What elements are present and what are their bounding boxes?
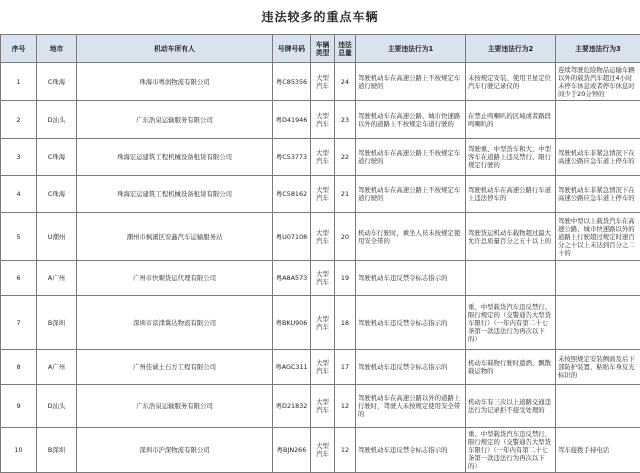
- cell-violation-2: 驾驶重、中型货车和大、中型客车在道路上违反禁行、限行规定行驶的: [466, 139, 556, 176]
- key-vehicles-table: [0, 34, 640, 473]
- cell-city: A广州: [37, 261, 77, 296]
- table-row: [1, 296, 640, 350]
- cell-index: 3: [1, 139, 37, 176]
- table-row: [1, 350, 640, 385]
- cell-vehicle-type: 大型汽车: [311, 139, 335, 176]
- header-owner: 机动车所有人: [77, 35, 273, 63]
- cell-violation-2: 驾驶货运机动车载物超过最大允许总质量百分之五十以上的: [466, 213, 556, 261]
- header-violation-1: 主要违法行为1: [356, 35, 466, 63]
- cell-violation-3: 驾驶中型以上载货汽车在高速公路、城市快速路以外的道路上行驶超过规定时速百分之十以上未达到百分之二十的: [556, 213, 640, 261]
- cell-index: 8: [1, 350, 37, 385]
- cell-violation-2: 重、中型载货汽车违反禁行、限行规定的（交警通告大型货车限行）（一年内有第二十七条第一款违法行为再次以下的）: [466, 296, 556, 350]
- cell-total: 21: [335, 176, 356, 213]
- cell-vehicle-type: 大型汽车: [311, 350, 335, 385]
- cell-plate: 粤AGC311: [273, 350, 311, 385]
- cell-city: C珠海: [37, 63, 77, 101]
- header-violation-3: 主要违法行为3: [556, 35, 640, 63]
- cell-violation-1: 驾驶机动车在高速公路、城市快速路以外的道路上不按规定车道行驶的: [356, 101, 466, 139]
- cell-plate: 粤BKU906: [273, 296, 311, 350]
- cell-violation-3: [556, 296, 640, 350]
- table-row: [1, 261, 640, 296]
- cell-vehicle-type: 大型汽车: [311, 428, 335, 473]
- cell-total: 12: [335, 385, 356, 428]
- header-city: 地市: [37, 35, 77, 63]
- table-header-row: [1, 35, 640, 63]
- cell-index: 10: [1, 428, 37, 473]
- cell-violation-3: 驾车接拨手持电话: [556, 428, 640, 473]
- cell-index: 2: [1, 101, 37, 139]
- cell-violation-3: 驾驶机动车非紧急情况下在高速公路应急车道上停车的: [556, 176, 640, 213]
- cell-violation-1: 驾驶机动车在高速公路上不按规定车道行驶的: [356, 176, 466, 213]
- cell-index: 5: [1, 213, 37, 261]
- cell-violation-3: 连续驾驶危险物品运输车辆以外的载货汽车超过4小时未停车休息或者停车休息时间少于20分钟的: [556, 63, 640, 101]
- cell-city: D汕头: [37, 101, 77, 139]
- cell-violation-1: 驾驶机动车违反禁令标志指示的: [356, 296, 466, 350]
- cell-plate: 粤A8A573: [273, 261, 311, 296]
- cell-violation-1: 驾驶机动车在高速公路上不按规定车道行驶的: [356, 63, 466, 101]
- table-row: [1, 213, 640, 261]
- cell-plate: 粤U07108: [273, 213, 311, 261]
- cell-vehicle-type: 大型汽车: [311, 296, 335, 350]
- cell-violation-2: 驾驶机动车在高速公路行车道上违法停车的: [466, 176, 556, 213]
- cell-violation-1: 驾驶机动车违反禁令标志指示的: [356, 428, 466, 473]
- cell-violation-2: 在禁止鸣喇叭的区域或者路段鸣喇叭的: [466, 101, 556, 139]
- header-total: 违法总量: [335, 35, 356, 63]
- cell-index: 7: [1, 296, 37, 350]
- cell-plate: 粤BJN266: [273, 428, 311, 473]
- cell-city: C珠海: [37, 139, 77, 176]
- cell-total: 12: [335, 428, 356, 473]
- cell-city: B深圳: [37, 296, 77, 350]
- cell-violation-3: [556, 261, 640, 296]
- cell-total: 19: [335, 261, 356, 296]
- cell-violation-1: 驾驶机动车违反禁令标志指示的: [356, 350, 466, 385]
- cell-total: 22: [335, 139, 356, 176]
- cell-violation-1: 驾驶机动车违反禁令标志指示的: [356, 261, 466, 296]
- cell-owner: 广东浩泉运输服务有限公司: [77, 101, 273, 139]
- table-row: [1, 176, 640, 213]
- cell-owner: 广东浩泉运输服务有限公司: [77, 385, 273, 428]
- cell-violation-2: 机动车载物行驶时遗洒、飘散载运物的: [466, 350, 556, 385]
- cell-city: A广州: [37, 350, 77, 385]
- cell-violation-2: [466, 261, 556, 296]
- cell-vehicle-type: 大型汽车: [311, 261, 335, 296]
- cell-total: 17: [335, 350, 356, 385]
- cell-violation-2: 未按规定安装、使用卫星定位汽车行驶记录仪的: [466, 63, 556, 101]
- cell-plate: 粤C53773: [273, 139, 311, 176]
- cell-violation-2: 机动车有三次以上道路交通违法行为记录拒不接受处理的: [466, 385, 556, 428]
- cell-owner: 珠海宏运建筑工程机械设备租赁有限公司: [77, 139, 273, 176]
- table-row: [1, 101, 640, 139]
- cell-index: 4: [1, 176, 37, 213]
- cell-vehicle-type: 大型汽车: [311, 176, 335, 213]
- cell-plate: 粤D41946: [273, 101, 311, 139]
- table-row: [1, 139, 640, 176]
- cell-owner: 广州市快顺货运代理有限公司: [77, 261, 273, 296]
- cell-total: 20: [335, 213, 356, 261]
- cell-violation-1: 驾驶机动车在高速公路以外的道路上行驶时，驾驶人未按规定使用安全带的: [356, 385, 466, 428]
- cell-owner: 深圳市沪深物流有限公司: [77, 428, 273, 473]
- cell-owner: 珠海宏运建筑工程机械设备租赁有限公司: [77, 176, 273, 213]
- cell-index: 9: [1, 385, 37, 428]
- cell-vehicle-type: 大型汽车: [311, 63, 335, 101]
- cell-index: 6: [1, 261, 37, 296]
- cell-owner: 潮州市枫溪区安鑫汽车运输服务站: [77, 213, 273, 261]
- cell-index: 1: [1, 63, 37, 101]
- cell-city: B深圳: [37, 428, 77, 473]
- cell-violation-1: 机动车行驶时，乘坐人员未按规定使用安全带的: [356, 213, 466, 261]
- cell-total: 18: [335, 296, 356, 350]
- table-row: [1, 428, 640, 473]
- cell-violation-3: 驾驶机动车非紧急情况下在高速公路应急车道上停车的: [556, 139, 640, 176]
- table-row: [1, 385, 640, 428]
- cell-plate: 粤C85356: [273, 63, 311, 101]
- cell-violation-1: 驾驶机动车在高速公路上不按规定车道行驶的: [356, 139, 466, 176]
- cell-violation-2: 重、中型载货汽车违反禁行、限行规定的（交警通告大型货车限行）（一年内有第二十七条第一款违法行为再次以下的）: [466, 428, 556, 473]
- page-title: 违法较多的重点车辆: [261, 10, 379, 24]
- cell-vehicle-type: 大型汽车: [311, 101, 335, 139]
- cell-plate: 粤C58162: [273, 176, 311, 213]
- table-row: [1, 63, 640, 101]
- cell-city: D汕头: [37, 385, 77, 428]
- header-plate: 号牌号码: [273, 35, 311, 63]
- cell-owner: 深圳市京津冀达物流有限公司: [77, 296, 273, 350]
- cell-city: U潮州: [37, 213, 77, 261]
- cell-owner: 珠海市粤润物流有限公司: [77, 63, 273, 101]
- cell-violation-3: 未按照规定安装侧面及后下部防护装置、粘贴车身反光标识的: [556, 350, 640, 385]
- cell-total: 23: [335, 101, 356, 139]
- cell-owner: 广州佳诚土石方工程有限公司: [77, 350, 273, 385]
- header-vehicle-type: 车辆类型: [311, 35, 335, 63]
- cell-violation-3: [556, 385, 640, 428]
- cell-vehicle-type: 大型汽车: [311, 385, 335, 428]
- cell-vehicle-type: 大型汽车: [311, 213, 335, 261]
- header-index: 序号: [1, 35, 37, 63]
- header-violation-2: 主要违法行为2: [466, 35, 556, 63]
- cell-plate: 粤D21832: [273, 385, 311, 428]
- cell-city: C珠海: [37, 176, 77, 213]
- cell-violation-3: [556, 101, 640, 139]
- cell-total: 24: [335, 63, 356, 101]
